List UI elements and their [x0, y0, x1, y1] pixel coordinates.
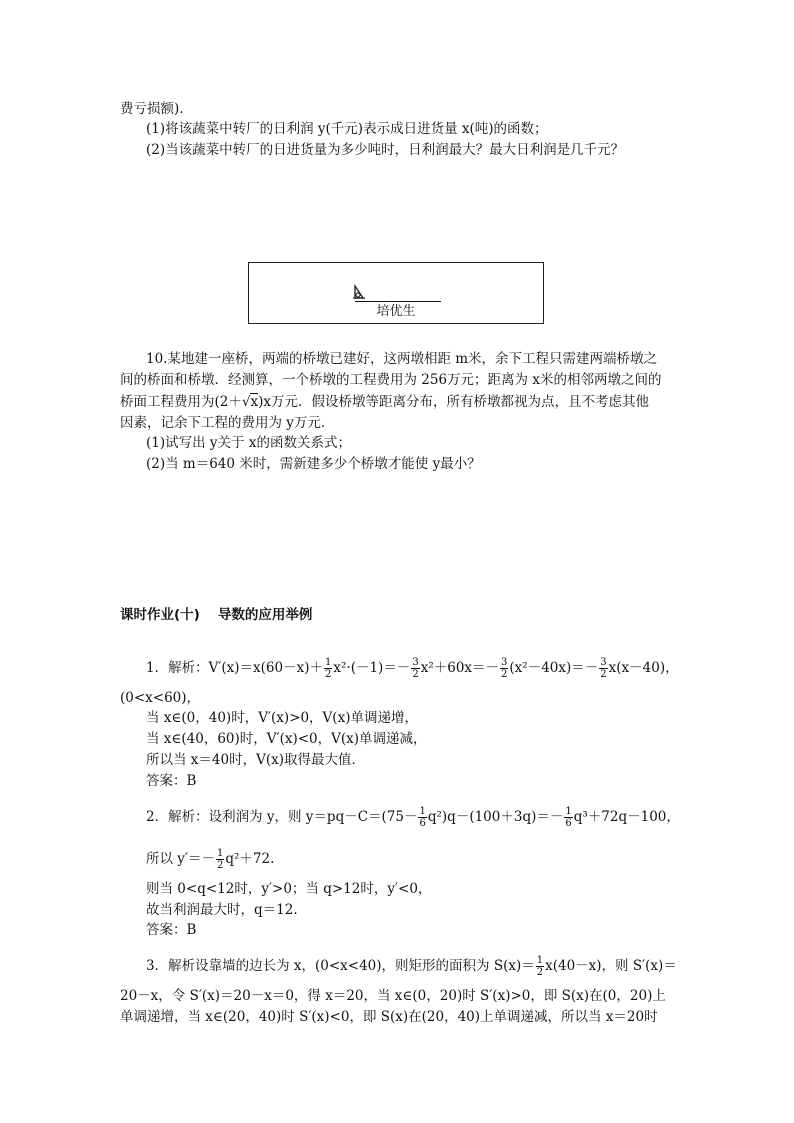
fraction: [599, 657, 607, 680]
problem9-line0: 费亏损额).: [120, 101, 184, 117]
answer2-line4: 故当利润最大时，q＝12.: [146, 902, 298, 918]
problem10-line3a: 桥面工程费用为(2＋: [120, 394, 242, 410]
a1-text-c: x²＋60x＝－: [420, 660, 500, 676]
answer2-line3: 则当 0<q<12时，y′>0；当 q>12时，y′<0，: [146, 881, 432, 897]
frac-num: 1: [419, 806, 426, 817]
sqrt-sign: √: [241, 394, 251, 410]
frac-den: 2: [536, 967, 544, 978]
frac-den: 6: [419, 818, 426, 829]
problem10-line3sqrt: x: [250, 394, 259, 410]
fraction: [411, 657, 419, 680]
frac-num: 1: [325, 657, 332, 668]
answer2-line2: [146, 848, 274, 871]
frac-den: 6: [565, 818, 572, 829]
answer1-line2: (0<x<60)，: [120, 690, 201, 706]
fraction: [536, 955, 544, 978]
answer2-line1: [146, 806, 680, 829]
peiyousheng-banner: [248, 262, 544, 324]
answer1-answer: 答案：B: [146, 773, 197, 789]
fraction: [564, 806, 572, 829]
frac-den: 2: [412, 669, 419, 680]
problem10-part2: (2)当 m＝640 米时，需新建多少个桥墩才能使 y最小？: [146, 456, 481, 472]
answer3-line2: 20－x，令 S′(x)＝20－x＝0，得 x＝20，当 x∈(0，20)时 S′(x)>0，即 S(x)在(0，20)上: [120, 988, 666, 1004]
a2-text-e: q²＋72.: [225, 851, 275, 867]
banner-label: 培优生: [376, 304, 416, 319]
problem9-part1: (1)将该蔬菜中转厂的日利润 y(千元)表示成日进货量 x(吨)的函数；: [146, 121, 548, 137]
section-subtitle: 导数的应用举例: [217, 607, 313, 623]
a2-text-b: q²)q－(100＋3q)＝－: [427, 809, 564, 825]
section-heading: [120, 603, 312, 623]
answer1-line3: 当 x∈(0，40)时，V′(x)>0，V(x)单调递增，: [146, 710, 418, 726]
a1-text-b: x²·(－1)＝－: [333, 660, 411, 676]
a1-text-e: x(x－40)，: [608, 660, 679, 676]
frac-num: 1: [565, 806, 572, 817]
frac-den: 2: [600, 669, 607, 680]
a2-text-d: 所以 y′＝－: [146, 851, 215, 867]
frac-num: 3: [412, 657, 419, 668]
fraction: [324, 657, 332, 680]
fraction: [418, 806, 426, 829]
problem10-line2: 间的桥面和桥墩．经测算，一个桥墩的工程费用为 256万元；距离为 x米的相邻两墩之间的: [120, 372, 662, 388]
a3-text-b: x(40－x)，则 S′(x)＝: [545, 958, 677, 974]
frac-num: 3: [501, 657, 508, 668]
problem9-part2: (2)当该蔬菜中转厂的日进货量为多少吨时，日利润最大？最大日利润是几千元？: [146, 142, 625, 158]
frac-den: 2: [216, 860, 224, 871]
problem10-line1: 10.某地建一座桥，两端的桥墩已建好，这两墩相距 m米，余下工程只需建两端桥墩之: [146, 351, 658, 367]
answer2-answer: 答案：B: [146, 922, 197, 938]
a1-text-a: 1．解析：V′(x)＝x(60－x)＋: [146, 660, 323, 676]
a3-text-a: 3．解析设靠墙的边长为 x，(0<x<40)，则矩形的面积为 S(x)＝: [146, 958, 535, 974]
problem10-line4: 因素，记余下工程的费用为 y万元．: [120, 415, 335, 431]
a2-text-a: 2．解析：设利润为 y，则 y＝pq－C＝(75－: [146, 809, 418, 825]
answer1-line5: 所以当 x＝40时，V(x)取得最大值．: [146, 752, 365, 768]
frac-num: 3: [600, 657, 607, 668]
answer3-line1: [146, 955, 677, 978]
frac-num: 1: [216, 848, 224, 859]
a1-text-d: (x²－40x)＝－: [509, 660, 599, 676]
problem10-part1: (1)试写出 y关于 x的函数关系式；: [146, 435, 351, 451]
fraction: [216, 848, 224, 871]
answer3-line3: 单调递增，当 x∈(20，40)时 S′(x)<0，即 S(x)在(20，40)上单调递减，所以当 x＝20时: [120, 1009, 658, 1025]
frac-den: 2: [325, 669, 332, 680]
problem10-line3: [120, 393, 649, 411]
fraction: [500, 657, 508, 680]
frac-num: 1: [536, 955, 544, 966]
section-title: 课时作业(十): [120, 607, 200, 623]
problem10-line3b: )x万元．假设桥墩等距离分布，所有桥墩都视为点，且不考虑其他: [258, 394, 649, 410]
frac-den: 2: [501, 669, 508, 680]
answer1-line4: 当 x∈(40，60)时，V′(x)<0，V(x)单调递减，: [146, 731, 427, 747]
answer1-line1: [146, 657, 679, 680]
a2-text-c: q³＋72q－100，: [573, 809, 680, 825]
